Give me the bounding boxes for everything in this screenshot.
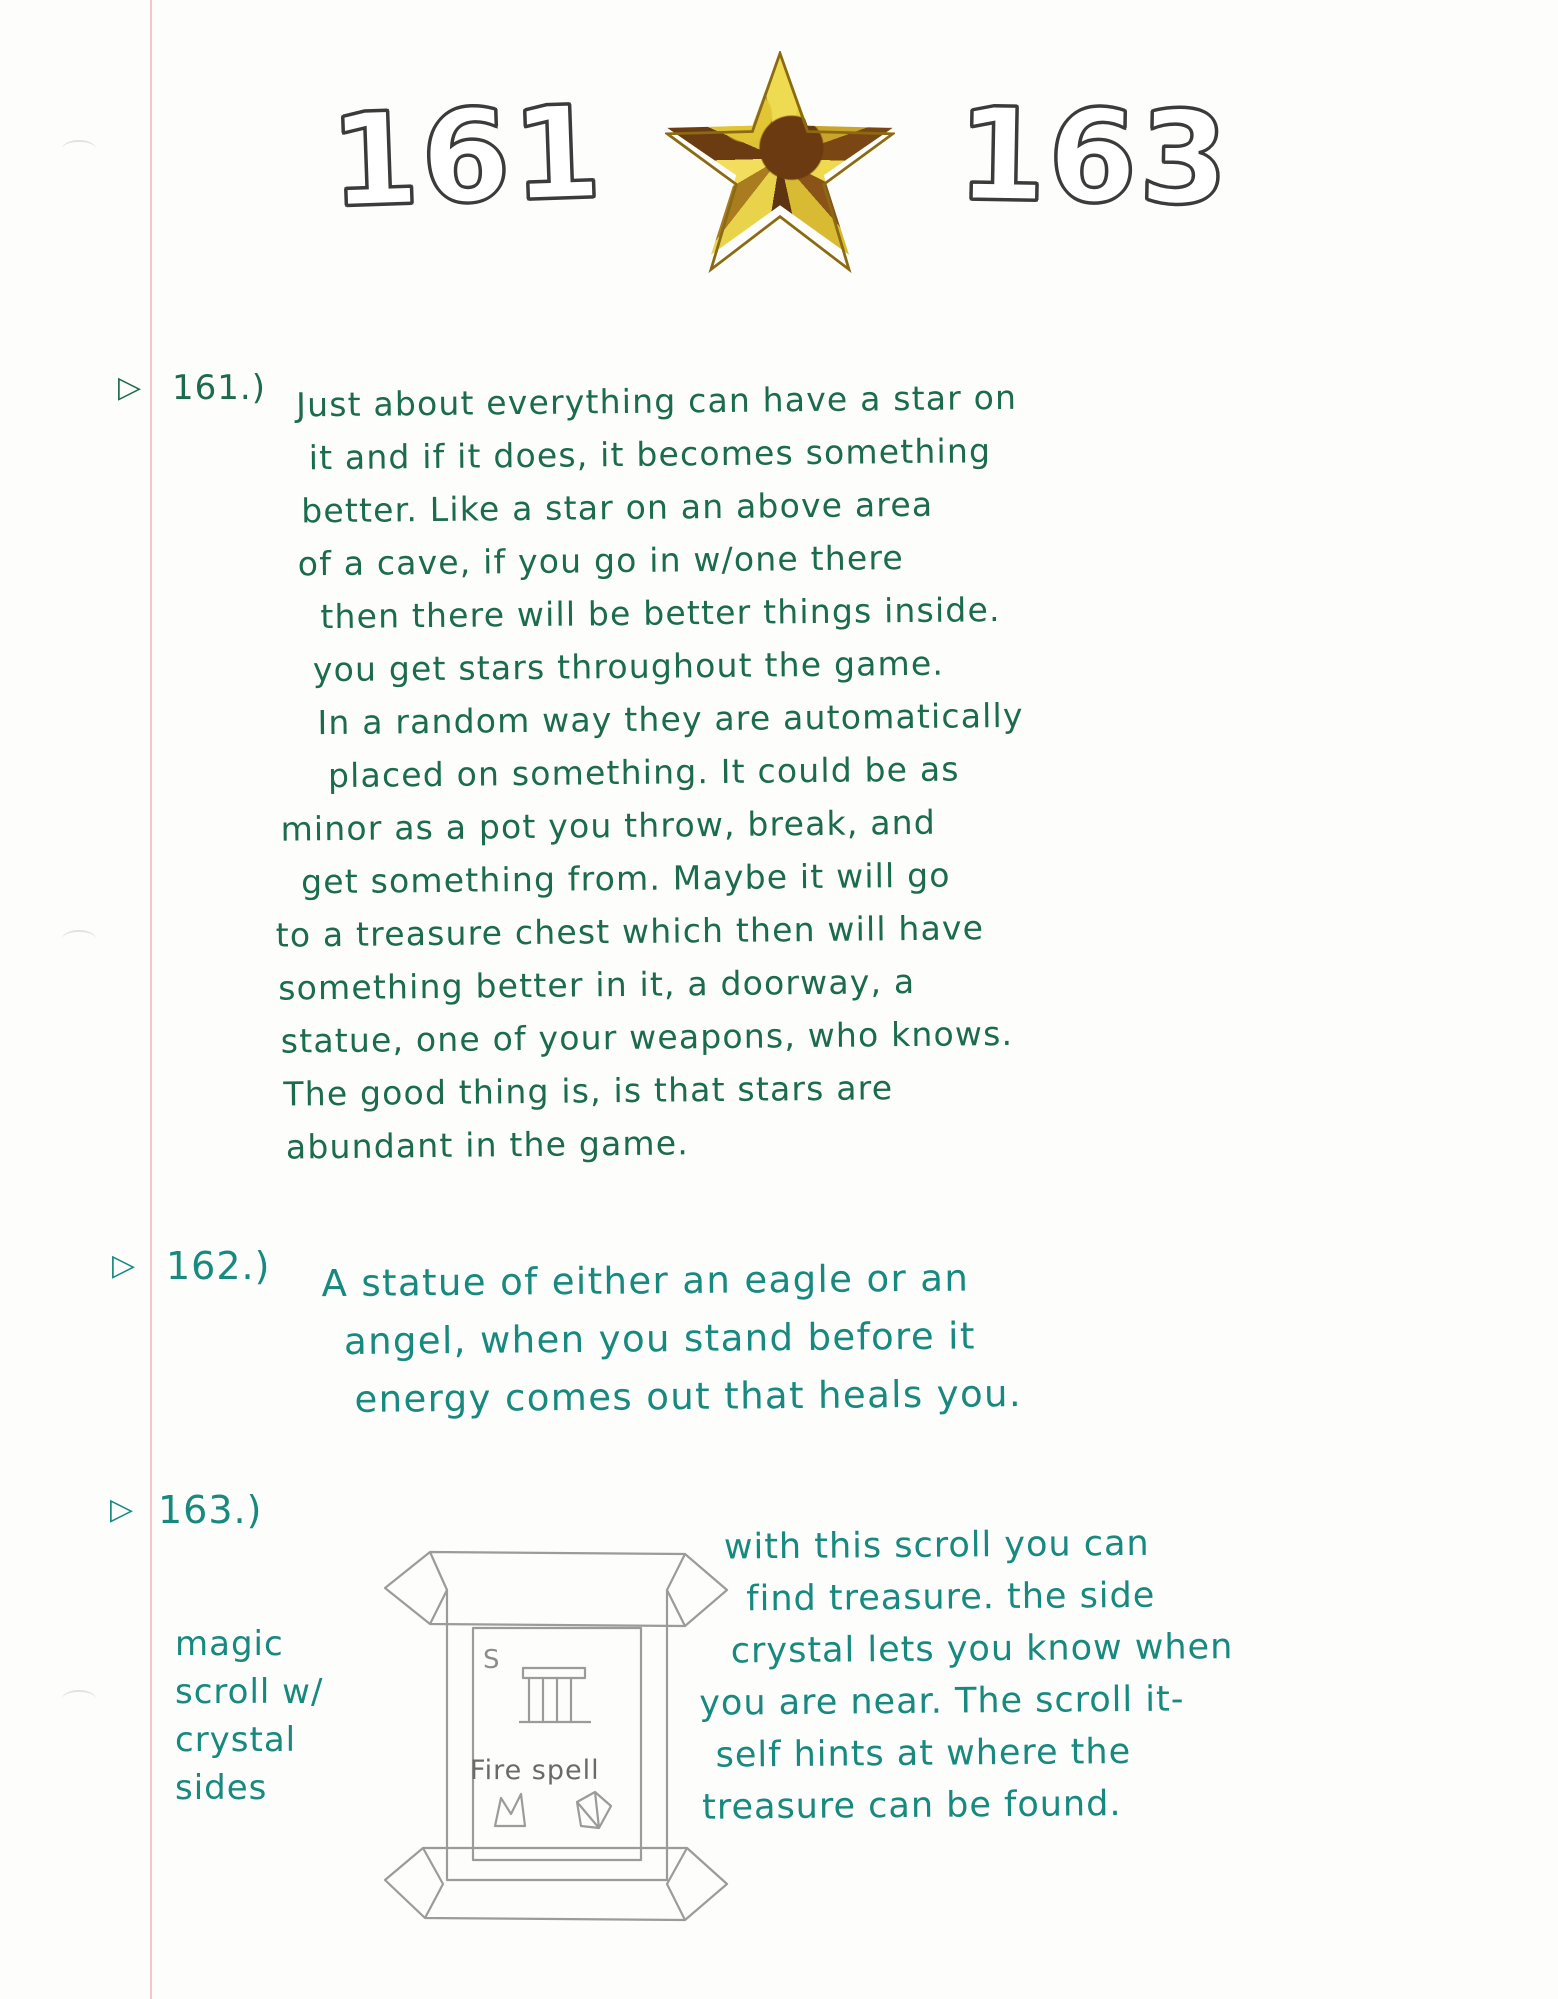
text-line: you are near. The scroll it-: [699, 1679, 1185, 1724]
text-line: crystal lets you know when: [730, 1627, 1234, 1672]
entry-bullet-163: ▷: [110, 1492, 134, 1527]
text-line: crystal: [175, 1720, 297, 1760]
entry-bullet-161: ▷: [118, 370, 142, 405]
paper-hole-mark: [62, 1690, 96, 1708]
scroll-spell-label: Fire spell: [470, 1755, 600, 1786]
text-line: sides: [175, 1768, 268, 1808]
text-line: Just about everything can have a star on: [295, 377, 1018, 425]
text-line: angel, when you stand before it: [343, 1314, 976, 1363]
text-line: scroll w/: [175, 1672, 324, 1712]
text-line: statue, one of your weapons, who knows.: [280, 1013, 1014, 1061]
scroll-glyph-label: S: [483, 1645, 500, 1675]
text-line: abundant in the game.: [285, 1123, 690, 1167]
text-line: it and if it does, it becomes something: [308, 431, 992, 478]
text-line: better. Like a star on an above area: [301, 484, 934, 531]
entry-bullet-162: ▷: [112, 1248, 136, 1283]
text-line: get something from. Maybe it will go: [300, 855, 951, 902]
text-line: self hints at where the: [715, 1731, 1132, 1776]
text-line: treasure can be found.: [701, 1784, 1122, 1828]
text-line: minor as a pot you throw, break, and: [280, 802, 937, 849]
text-line: to a treasure chest which then will have: [275, 908, 985, 955]
text-line: magic: [175, 1624, 284, 1664]
page-title-left-number: 161: [327, 78, 606, 237]
text-line: The good thing is, is that stars are: [283, 1068, 894, 1114]
paper-hole-mark: [62, 930, 96, 948]
text-line: something better in it, a doorway, a: [278, 961, 916, 1008]
text-line: energy comes out that heals you.: [354, 1372, 1023, 1421]
text-line: A statue of either an eagle or an: [321, 1256, 970, 1306]
text-line: placed on something. It could be as: [327, 749, 960, 796]
gold-star-sticker-icon: [665, 51, 895, 266]
margin-rule-line: [150, 0, 152, 1999]
text-line: with this scroll you can: [723, 1523, 1150, 1568]
paper-hole-mark: [62, 140, 96, 158]
entry-text-162: [321, 1245, 1502, 1429]
entry-text-163: [699, 1515, 1527, 1834]
text-line: find treasure. the side: [746, 1575, 1156, 1620]
page-title-right-number: 163: [955, 80, 1232, 235]
entry-label-161: 161.): [172, 368, 266, 408]
text-line: you get stars throughout the game.: [312, 643, 945, 690]
entry-label-163: 163.): [158, 1488, 263, 1532]
entry-text-161: [275, 366, 1519, 1174]
star-outline-icon: [665, 51, 895, 281]
text-line: then there will be better things inside.: [320, 590, 1001, 637]
text-line: In a random way they are automatically: [317, 695, 1024, 743]
page-title: [327, 58, 1232, 258]
scroll-sketch-svg: [355, 1540, 755, 1960]
entry-label-162: 162.): [166, 1244, 271, 1288]
text-line: of a cave, if you go in w/one there: [297, 538, 905, 584]
magic-scroll-sketch: [355, 1540, 755, 1960]
